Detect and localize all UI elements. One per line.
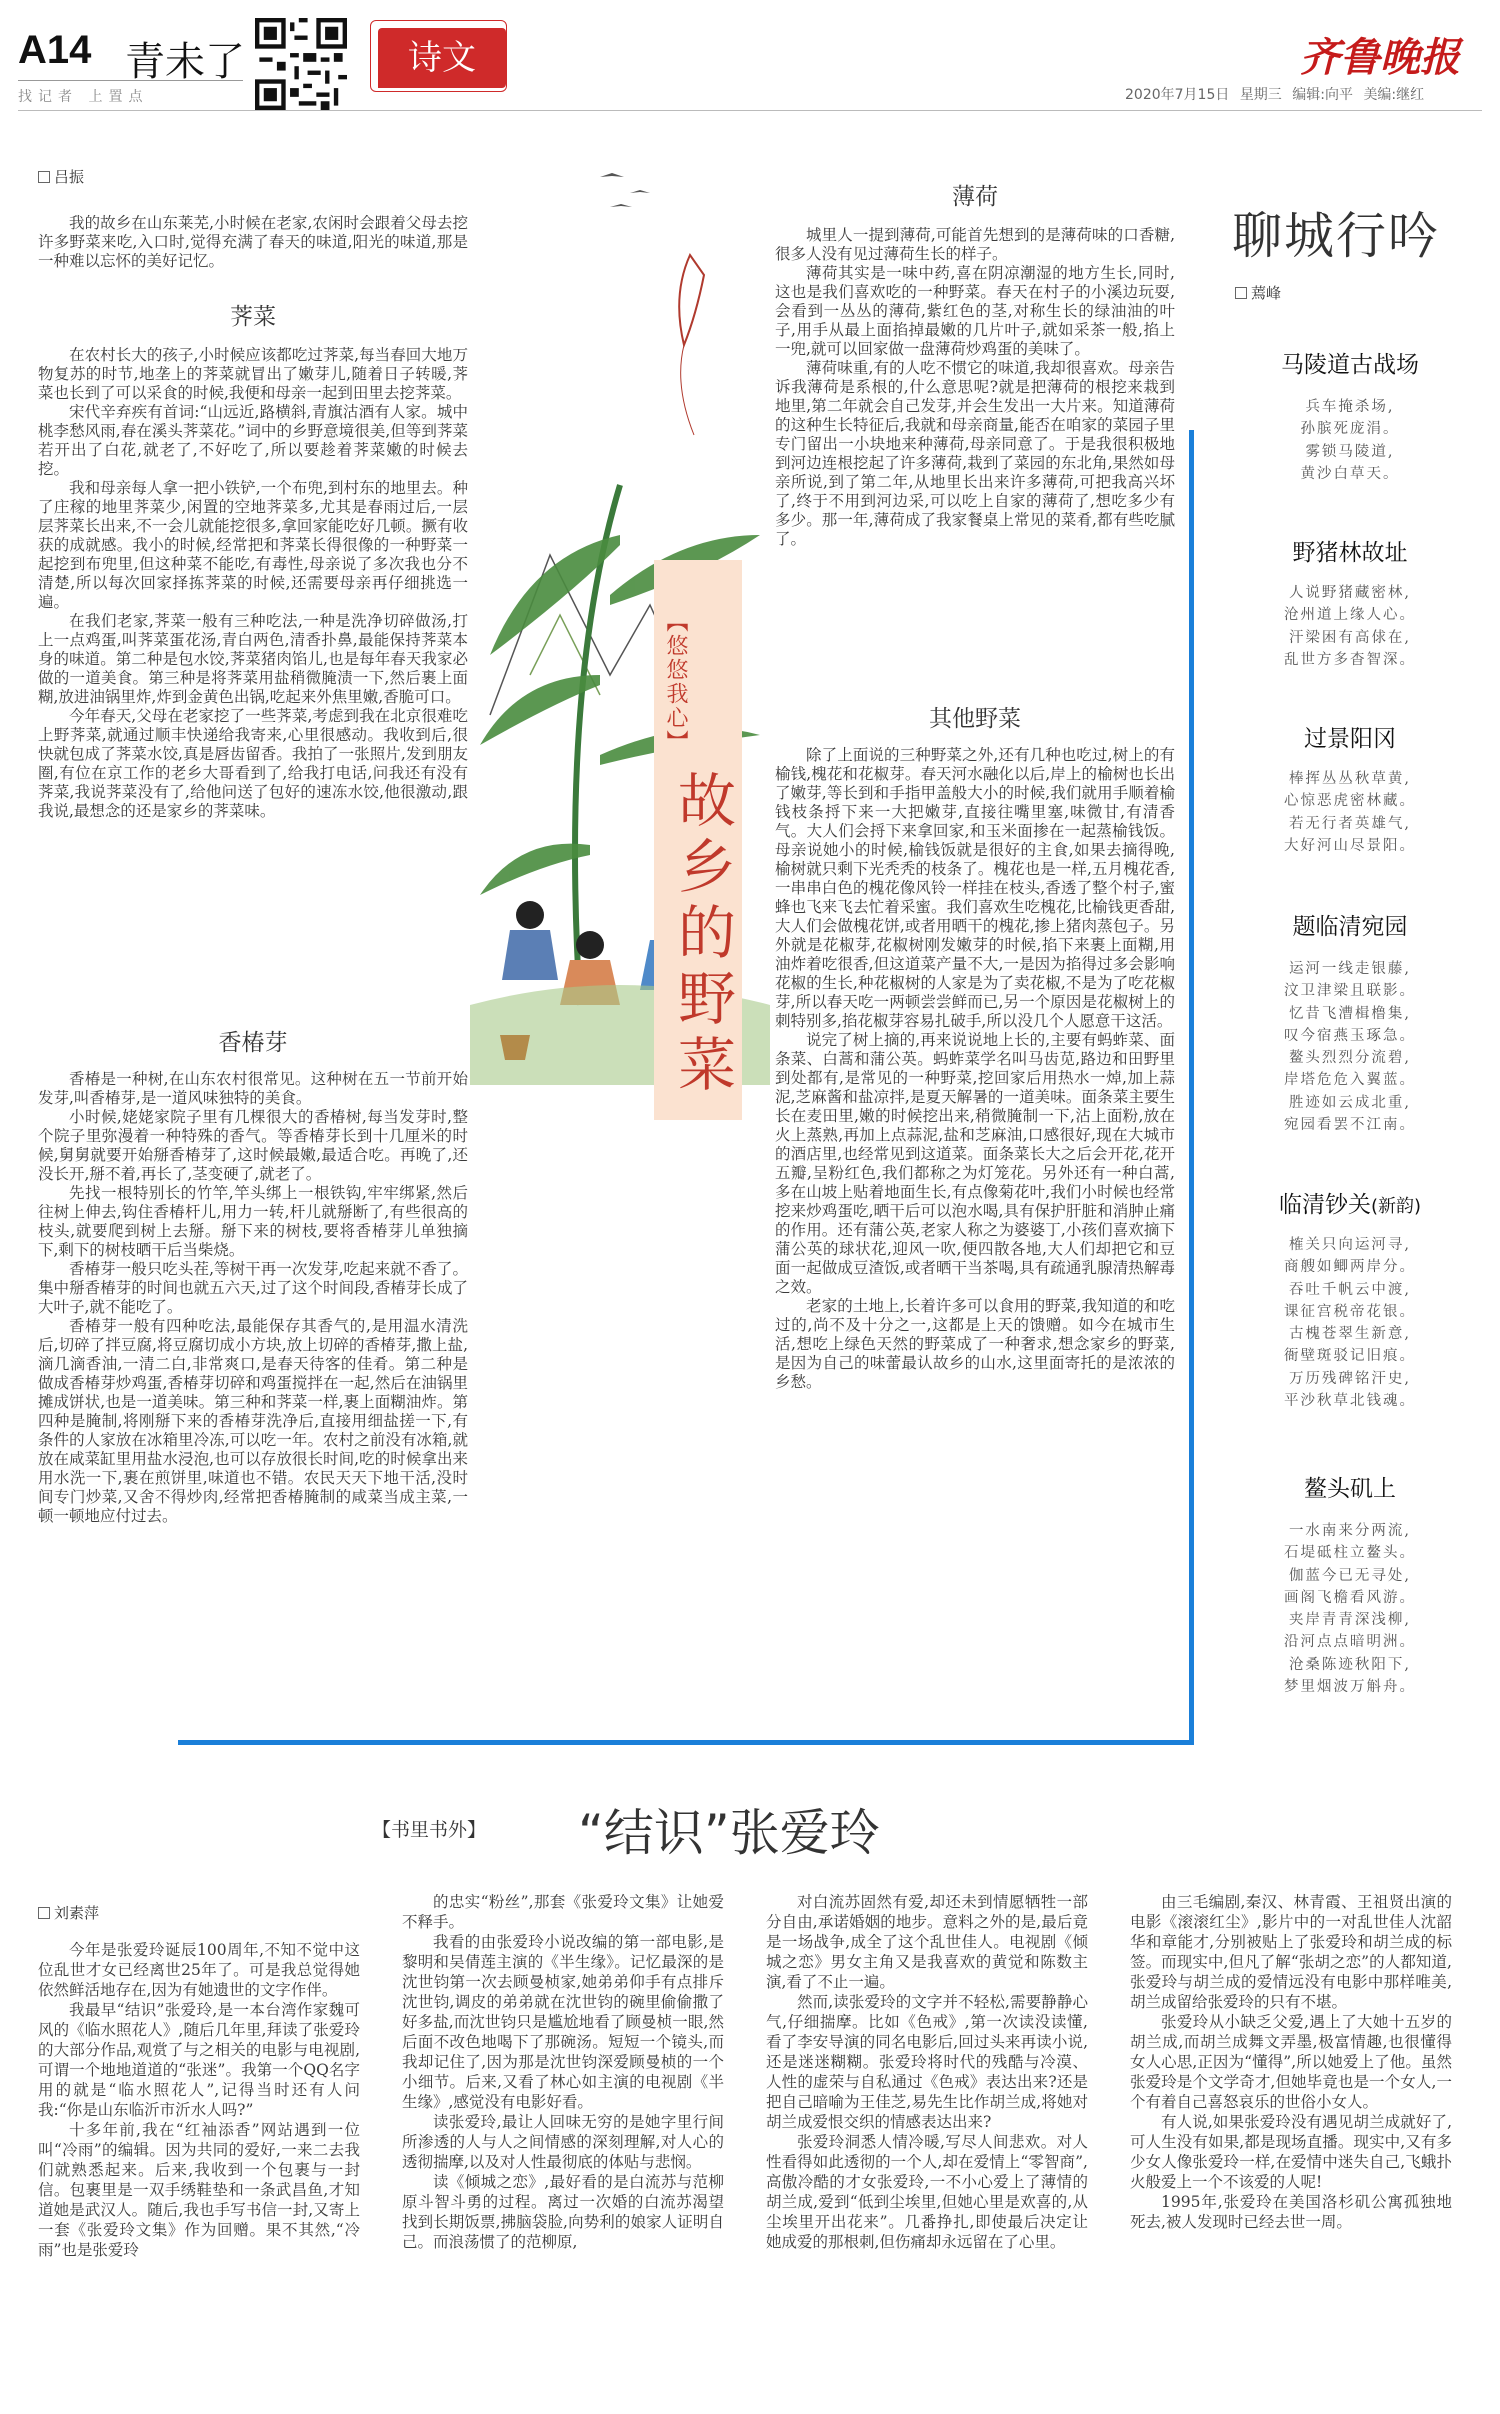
- paragraph: 今年是张爱玲诞辰100周年,不知不觉中这位乱世才女已经离世25年了。可是我总觉得她依然鲜活地存在,因为有她遗世的文字作伴。: [38, 1941, 360, 1999]
- poem-body-yezhulin: [1235, 582, 1465, 671]
- poem-line: 大好河山尽景阳。: [1284, 837, 1416, 854]
- paragraph: 张爱玲从小缺乏父爱,遇上了大她十五岁的胡兰成,而胡兰成舞文弄墨,极富情趣,也很懂得女人心思,正因为“懂得”,所以她爱上了他。虽然张爱玲是个文学奇才,但她毕竟也是一个女人,一个有着自己喜怒哀乐的世俗小女人。: [1130, 2013, 1452, 2111]
- main-article-title: 故乡的野菜: [668, 770, 736, 1100]
- poem-line: 岸塔危危入翼蓝。: [1284, 1072, 1416, 1089]
- poem-title-maling: 马陵道古战场: [1281, 352, 1419, 378]
- book-column-tag: 【书里书外】: [372, 1819, 487, 1841]
- frame-rule-vertical: [1189, 430, 1194, 1745]
- flying-birds-icon: [600, 173, 650, 207]
- paragraph: 香椿是一种树,在山东农村很常见。这种树在五一节前开始发芽,叫香椿芽,是一道风味独特的美食。: [38, 1070, 468, 1107]
- section-body-other: [775, 746, 1175, 1392]
- paragraph: 由三毛编剧,秦汉、林青霞、王祖贤出演的电影《滚滚红尘》,影片中的一对乱世佳人沈韶华和章能才,分别被贴上了张爱玲和胡兰成的标签。而现实中,但凡了解“张胡之恋”的人都知道,张爱玲与胡兰成的爱情远没有电影中那样唯美,胡兰成留给张爱玲的只有不堪。: [1130, 1893, 1452, 2011]
- page-number: A14: [18, 28, 92, 72]
- paragraph: 小时候,姥姥家院子里有几棵很大的香椿树,每当发芽时,整个院子里弥漫着一种特殊的香气。等香椿芽长到十几厘米的时候,舅舅就要开始掰香椿芽了,这时候最嫩,最适合吃。再晚了,还没长开,掰不着,再长了,茎变硬了,就老了。: [38, 1108, 468, 1183]
- section-body-jicai: [38, 346, 468, 821]
- poem-line: 心惊恶虎密林藏。: [1284, 793, 1416, 810]
- poem-line: 榷关只向运河寻,: [1288, 1237, 1412, 1253]
- poem-line: 万历残碑铭汗史,: [1288, 1370, 1412, 1387]
- book-column-3: [766, 1892, 1088, 2252]
- poem-line: 古槐苍翠生新意,: [1288, 1326, 1412, 1343]
- poem-line: 一水南来分两流,: [1288, 1523, 1412, 1539]
- paragraph: 先找一根特别长的竹竿,竿头绑上一根铁钩,牢牢绑紧,然后往树上伸去,钩住香椿杆儿,用力一转,杆儿就掰断了,有些很高的枝头,就要爬到树上去掰。掰下来的树枝,要将香椿芽儿单独摘下,剩下的树枝晒干后当柴烧。: [38, 1184, 468, 1259]
- paragraph: 今年春天,父母在老家挖了一些荠菜,考虑到我在北京很难吃上野荠菜,就通过顺丰快递给我寄来,心里很感动。我收到后,很快就包成了荠菜水饺,真是唇齿留香。我拍了一张照片,发到朋友圈,有位在京工作的老乡大哥看到了,给我打电话,问我还有没有荠菜,我说荠菜没有了,给他问送了包好的速冻水饺,他很激动,跟我说,最想念的还是家乡的荠菜味。: [38, 707, 468, 820]
- poem-line: 忆昔飞漕楫橹集,: [1288, 1005, 1412, 1022]
- poem-line: 平沙秋草北钱魂。: [1284, 1393, 1416, 1410]
- dateline: [1125, 84, 1424, 104]
- paragraph: 我和母亲每人拿一把小铁铲,一个布兜,到村东的地里去。种了庄稼的地里荠菜少,闲置的空地荠菜多,尤其是春雨过后,一层层荠菜长出来,不一会儿就能挖很多,拿回家能吃好几顿。撅有收获的成就感。我小的时候,经常把和荠菜长得很像的一种野菜一起挖到布兜里,但这种菜不能吃,有毒性,母亲说了多次我也分不清楚,所以每次回家择拣荠菜的时候,还需要母亲再仔细挑选一遍。: [38, 479, 468, 611]
- editor-credit: 编辑:向平: [1292, 87, 1353, 103]
- poem-title-text: 临清钞关: [1278, 1192, 1371, 1218]
- poem-line: 伽蓝今已无寻处,: [1288, 1567, 1412, 1584]
- issue-weekday: 星期三: [1239, 87, 1282, 103]
- poem-line: 雾锁马陵道,: [1305, 443, 1395, 460]
- poem-line: 叹今宿燕玉琢急。: [1284, 1027, 1416, 1044]
- poem-line: 衙壁斑驳记旧痕。: [1284, 1348, 1416, 1365]
- section-body-xiangchun: [38, 1070, 468, 1526]
- paragraph: 读《倾城之恋》,最好看的是白流苏与范柳原斗智斗勇的过程。离过一次婚的白流苏渴望找到长期饭票,拂脑袋脸,向势利的娘家人证明自己。而浪荡惯了的范柳原,: [402, 2173, 724, 2251]
- paragraph: 然而,读张爱玲的文字并不轻松,需要静静心气,仔细揣摩。比如《色戒》,第一次读没读懂,看了李安导演的同名电影后,回过头来再读小说,还是迷迷糊糊。张爱玲将时代的残酷与冷漠、人性的虚荣与自私通过《色戒》表达出来?还是把自己暗喻为王佳芝,易先生比作胡兰成,将她对胡兰成爱恨交织的情感表达出来?: [766, 1993, 1088, 2131]
- poem-line: 棒挥丛丛秋草黄,: [1288, 771, 1412, 787]
- poem-body-jingyang: [1235, 768, 1465, 857]
- reporter-slogan: 找记者 上置点: [18, 89, 149, 105]
- paragraph: 十多年前,我在“红袖添香”网站遇到一位叫“冷雨”的编辑。因为共同的爱好,一来二去我们就熟悉起来。后来,我收到一个包裹与一封信。包裹里是一双手绣鞋垫和一条武昌鱼,才知道她是武汉人。随后,我也手写书信一封,又寄上一套《张爱玲文集》作为回赠。果不其然,“冷雨”也是张爱玲: [38, 2121, 360, 2259]
- poem-body-chaoguan: [1235, 1234, 1465, 1412]
- poem-line: 沧桑陈迹秋阳下,: [1288, 1656, 1412, 1673]
- issue-date: 2020年7月15日: [1125, 87, 1230, 103]
- poem-series-title: 聊城行吟: [1232, 207, 1440, 265]
- poem-line: 夹岸青青深浅柳,: [1288, 1612, 1412, 1629]
- poem-line: 鳌头烈烈分流碧,: [1288, 1050, 1412, 1067]
- book-article-author: 刘素萍: [38, 1902, 99, 1923]
- poem-title-jingyang: 过景阳冈: [1304, 726, 1396, 752]
- paragraph: 除了上面说的三种野菜之外,还有几种也吃过,树上的有榆钱,槐花和花椒芽。春天河水融化以后,岸上的榆树也长出了嫩芽,等长到和手指甲盖般大小的时候,我们就用手顺着榆钱枝条捋下来一大把嫩芽,直接往嘴里塞,味微甘,有清香气。大人们会捋下来拿回家,和玉米面掺在一起蒸榆钱饭。母亲说她小的时候,榆钱饭就是很好的主食,如果去摘得晚,榆树就只剩下光秃秃的枝条了。槐花也是一样,五月槐花香,一串串白色的槐花像风铃一样挂在枝头,香透了整个村子,蜜蜂也飞来飞去忙着采蜜。我们喜欢生吃槐花,比榆钱更香甜,大人们会做槐花饼,或者用晒干的槐花,掺上猪肉蒸包子。另外就是花椒芽,花椒树刚发嫩芽的时候,掐下来裹上面糊,用油炸着吃很香,但这道菜产量不大,一是因为掐得过多会影响花椒的生长,种花椒树的人家是为了卖花椒,不是为了吃花椒芽,所以春天吃一两顿尝尝鲜而已,另一个原因是花椒树上的刺特别多,掐花椒芽容易扎破手,所以没几个人愿意干这活。: [775, 746, 1175, 1030]
- section-heading-xiangchun: 香椿芽: [218, 1030, 288, 1056]
- section-heading-bohe: 薄荷: [952, 184, 998, 210]
- poem-line: 黄沙白草天。: [1300, 465, 1400, 482]
- poem-line: 画阁飞檐看风游。: [1284, 1589, 1416, 1606]
- poem-body-aotouji: [1235, 1520, 1465, 1698]
- poem-body-maling: [1235, 396, 1465, 485]
- poem-line: 沿河点点暗明洲。: [1284, 1634, 1416, 1651]
- poem-line: 孙膑死庞涓。: [1300, 421, 1400, 438]
- header-divider: [18, 80, 243, 81]
- book-column-1: [38, 1940, 360, 2260]
- paragraph: 我最早“结识”张爱玲,是一本台湾作家魏可风的《临水照花人》,随后几年里,拜读了张爱玲的大部分作品,观赏了与之相关的电影与电视剧,可谓一个地地道道的“张迷”。我第一个QQ名字用的就是“临水照花人”,记得当时还有人问我:“你是山东临沂市沂水人吗?”: [38, 2001, 360, 2119]
- paragraph: 香椿芽一般有四种吃法,最能保存其香气的,是用温水清洗后,切碎了拌豆腐,将豆腐切成小方块,放上切碎的香椿芽,撒上盐,滴几滴香油,一清二白,非常爽口,是春天待客的佳肴。第二种是做成香椿芽炒鸡蛋,香椿芽切碎和鸡蛋搅拌在一起,然后在油锅里摊成饼状,也是一道美味。第三种和荠菜一样,裹上面糊油炸。第四种是腌制,将刚掰下来的香椿芽洗净后,直接用细盐搓一下,有条件的人家放在冰箱里冷冻,可以吃一年。农村之前没有冰箱,就放在咸菜缸里用盐水浸泡,也可以存放很长时间,吃的时候拿出来用水洗一下,裹在煎饼里,味道也不错。农民天天下地干活,没时间专门炒菜,又舍不得炒肉,经常把香椿腌制的咸菜当成主菜,一顿一顿地应付过去。: [38, 1317, 468, 1525]
- poem-line: 汗梁困有高俅在,: [1288, 629, 1412, 646]
- book-article-title: “结识”张爱玲: [578, 1804, 880, 1862]
- poem-line: 石堤砥柱立鳌头。: [1284, 1545, 1416, 1562]
- paragraph: 1995年,张爱玲在美国洛杉矶公寓孤独地死去,被人发现时已经去世一周。: [1130, 2193, 1452, 2231]
- paragraph: 读张爱玲,最让人回味无穷的是她字里行间所渗透的人与人之间情感的深刻理解,对人心的透彻揣摩,以及对人性最彻底的体贴与悲悯。: [402, 2113, 724, 2171]
- poem-body-wanyuan: [1235, 958, 1465, 1136]
- poem-line: 运河一线走银藤,: [1288, 961, 1412, 977]
- paragraph: 我看的由张爱玲小说改编的第一部电影,是黎明和吴倩莲主演的《半生缘》。记忆最深的是沈世钧第一次去顾曼桢家,她弟弟仰手有点排斥沈世钧,调皮的弟弟就在沈世钧的碗里偷偷撒了好多盐,而沈世钧只是尴尬地看了顾曼桢一眼,然后面不改色地喝下了那碗汤。短短一个镜头,而我却记住了,因为那是沈世钧深爱顾曼桢的一个小细节。后来,又看了林心如主演的电视剧《半生缘》,感觉没有电影好看。: [402, 1933, 724, 2111]
- poem-title-chaoguan: [1235, 1186, 1465, 1219]
- poem-line: 商艘如鲫两岸分。: [1284, 1259, 1416, 1276]
- poem-line: 若无行者英雄气,: [1288, 815, 1412, 832]
- paragraph: 薄荷其实是一味中药,喜在阴凉潮湿的地方生长,同时,这也是我们喜欢吃的一种野菜。春天在村子的小溪边玩耍,会看到一丛丛的薄荷,紫红色的茎,对称生长的绿油油的叶子,用手从最上面掐掉最嫩的几片叶子,就如采茶一般,掐上一兜,就可以回家做一盘薄荷炒鸡蛋的美味了。: [775, 264, 1175, 358]
- paragraph: 宋代辛弃疾有首词:“山远近,路横斜,青旗沽酒有人家。城中桃李愁风雨,春在溪头荠菜花。”词中的乡野意境很美,但等到荠菜若开出了白花,就老了,不好吃了,所以要趁着荠菜嫩的时候去挖。: [38, 403, 468, 478]
- designer-credit: 美编:继红: [1363, 87, 1425, 103]
- paragraph: 我的故乡在山东莱芜,小时候在老家,农闲时会跟着父母去挖许多野菜来吃,入口时,觉得充满了春天的味道,阳光的味道,那是一种难以忘怀的美好记忆。: [38, 214, 468, 270]
- paragraph: 张爱玲洞悉人情冷暖,写尽人间悲欢。对人性看得如此透彻的一个人,却在爱情上“零智商”,高傲冷酷的才女张爱玲,一不小心爱上了薄情的胡兰成,爱到“低到尘埃里,但她心里是欢喜的,从尘埃里开出花来”。几番挣扎,即使最后决定让她成爱的那根刺,但伤痛却永远留在了心里。: [766, 2133, 1088, 2251]
- paragraph: 在农村长大的孩子,小时候应该都吃过荠菜,每当春回大地万物复苏的时节,地垄上的荠菜就冒出了嫩芽儿,随着日子转暖,荠菜也长到了可以采食的时候,我便和母亲一起到田里去挖荠菜。: [38, 346, 468, 402]
- poem-line: 人说野猪藏密林,: [1288, 585, 1412, 601]
- section-heading-jicai: 荠菜: [230, 304, 276, 330]
- poem-title-wanyuan: 题临清宛园: [1292, 914, 1408, 940]
- paragraph: 的忠实“粉丝”,那套《张爱玲文集》让她爱不释手。: [402, 1893, 724, 1931]
- qr-code-icon[interactable]: [255, 18, 347, 110]
- paragraph: 老家的土地上,长着许多可以食用的野菜,我知道的和吃过的,尚不及十分之一,这都是上天的馈赠。如今在城市生活,想吃上绿色天然的野菜成了一种奢求,想念家乡的野菜,是因为自己的味蕾最认故乡的山水,这里面寄托的是浓浓的乡愁。: [775, 1297, 1175, 1391]
- paragraph: 薄荷味重,有的人吃不惯它的味道,我却很喜欢。母亲告诉我薄荷是系根的,什么意思呢?就是把薄荷的根挖来栽到地里,第二年就会自己发芽,并会生发出一大片来。知道薄荷的这种生长特征后,我就和母亲商量,能否在咱家的菜园子里专门留出一小块地来种薄荷,母亲同意了。于是我很积极地到河边连根挖起了许多薄荷,栽到了菜园的东北角,果然如母亲所说,到了第二年,从地里长出来许多薄荷,可把我高兴坏了,终于不用到河边采,可以吃上自家的薄荷了,想吃多少有多少。那一年,薄荷成了我家餐桌上常见的菜肴,都有些吃腻了。: [775, 359, 1175, 548]
- section-heading-other: 其他野菜: [929, 706, 1021, 732]
- poem-line: 课征宫税帝花银。: [1284, 1303, 1416, 1320]
- paragraph: 香椿芽一般只吃头茬,等树干再一次发芽,吃起来就不香了。集中掰香椿芽的时间也就五六天,过了这个时间段,香椿芽长成了大叶子,就不能吃了。: [38, 1260, 468, 1316]
- section-body-bohe: [775, 226, 1175, 549]
- poem-line: 吞吐千帆云中渡,: [1288, 1281, 1412, 1298]
- book-column-4: [1130, 1892, 1452, 2232]
- poem-line: 胜迹如云成北重,: [1288, 1094, 1412, 1111]
- newspaper-masthead: 齐鲁晚报: [1300, 34, 1460, 81]
- poem-line: 汶卫津梁且联影。: [1284, 983, 1416, 1000]
- paragraph: 对白流苏固然有爱,却还未到情愿牺牲一部分自由,承诺婚姻的地步。意料之外的是,最后竟是一场战争,成全了这个乱世佳人。电视剧《倾城之恋》男女主角又是我喜欢的黄觉和陈数主演,看了不止一遍。: [766, 1893, 1088, 1991]
- section-name: 青未了: [125, 39, 245, 85]
- column-tag: 【悠悠我心】: [663, 610, 688, 754]
- header-rule: [18, 110, 1482, 111]
- poem-line: 兵车掩杀场,: [1305, 399, 1395, 415]
- poem-line: 宛园看罢不江南。: [1284, 1117, 1416, 1134]
- channel-tab: 诗文: [378, 28, 506, 88]
- frame-rule-horizontal: [178, 1740, 1194, 1745]
- paragraph: 说完了树上摘的,再来说说地上长的,主要有蚂蚱菜、面条菜、白蒿和蒲公英。蚂蚱菜学名叫马齿苋,路边和田野里到处都有,是常见的一种野菜,挖回家后用热水一焯,加上蒜泥,芝麻酱和盐凉拌,是夏天解暑的一道美味。面条菜主要生长在麦田里,嫩的时候挖出来,稍微腌制一下,沾上面粉,放在火上蒸熟,再加上点蒜泥,盐和芝麻油,口感很好,现在大城市的酒店里,也经常见到这道菜。面条菜长大之后会开花,花开五瓣,呈粉红色,我们都称之为灯笼花。另外还有一种白蒿,多在山坡上贴着地面生长,有点像菊花叶,我们小时候也经常挖来炒鸡蛋吃,晒干后可以泡水喝,具有保护肝脏和消肿止痛的作用。还有蒲公英,老家人称之为婆婆丁,小孩们喜欢摘下蒲公英的球状花,迎风一吹,便四散各地,大人们却把它和豆面一起做成豆渣饭,或者晒干当茶喝,具有疏通乳腺清热解毒之效。: [775, 1031, 1175, 1296]
- poem-title-aotouji: 鳌头矶上: [1304, 1476, 1396, 1502]
- main-intro: [38, 214, 468, 271]
- paragraph: 在我们老家,荠菜一般有三种吃法,一种是洗净切碎做汤,打上一点鸡蛋,叫荠菜蛋花汤,青白两色,清香扑鼻,最能保持荠菜本身的味道。第二种是包水饺,荠菜猪肉馅儿,也是每年春天我家必做的一道美食。第三种是将荠菜用盐稍微腌渍一下,然后裹上面糊,放进油锅里炸,炸到金黄色出锅,吃起来外焦里嫩,香脆可口。: [38, 612, 468, 706]
- poem-line: 沧州道上缘人心。: [1284, 607, 1416, 624]
- kite-icon: [679, 255, 704, 435]
- paragraph: 有人说,如果张爱玲没有遇见胡兰成就好了,可人生没有如果,都是现场直播。现实中,又有多少女人像张爱玲一样,在爱情中迷失自己,飞蛾扑火般爱上一个不该爱的人呢!: [1130, 2113, 1452, 2191]
- paragraph: 城里人一提到薄荷,可能首先想到的是薄荷味的口香糖,很多人没有见过薄荷生长的样子。: [775, 226, 1175, 263]
- poem-author: 蔫峰: [1235, 282, 1281, 303]
- book-column-2: [402, 1892, 724, 2252]
- poem-line: 梦里烟波万斛舟。: [1284, 1679, 1416, 1696]
- poem-line: 乱世方多杳智深。: [1284, 651, 1416, 668]
- main-article-author: 吕振: [38, 166, 84, 187]
- poem-title-note: (新韵): [1370, 1196, 1422, 1217]
- poem-title-yezhulin: 野猪林故址: [1292, 540, 1408, 566]
